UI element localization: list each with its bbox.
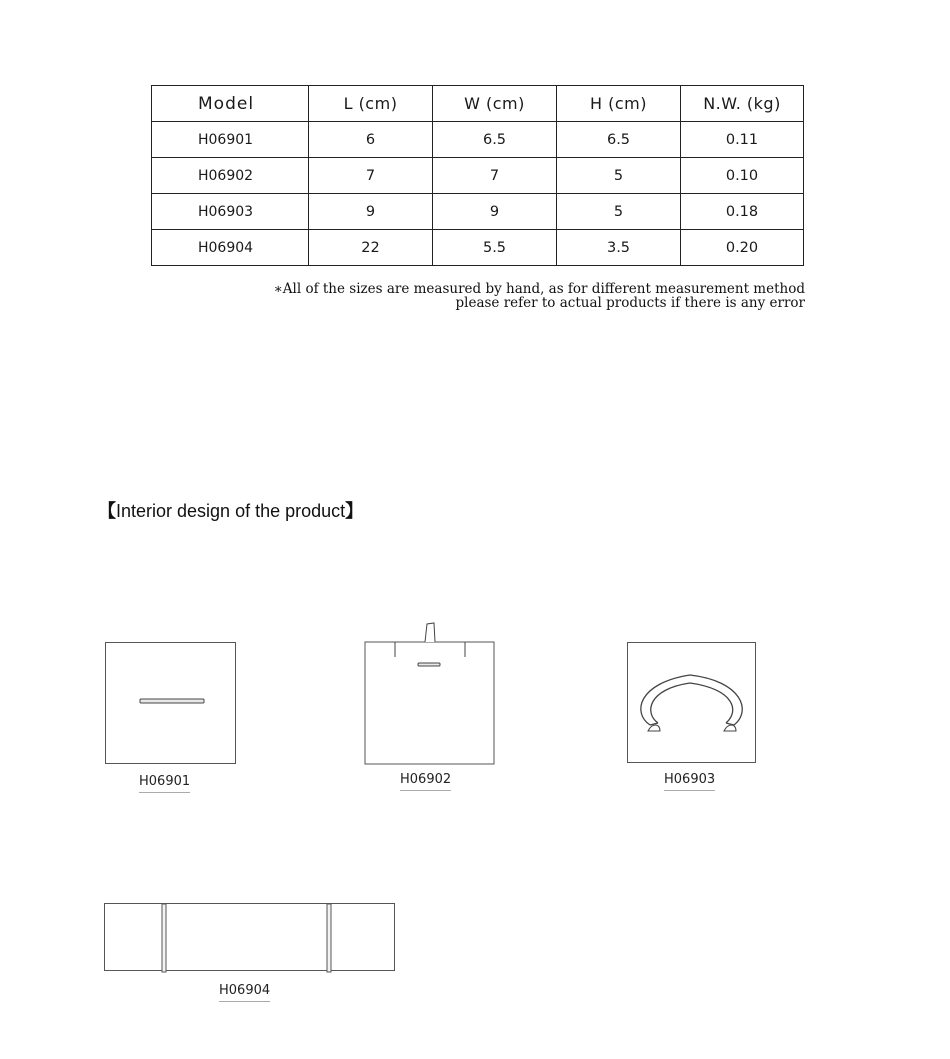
product-h06903-label: H06903	[664, 772, 715, 791]
ring-slot-icon	[106, 643, 237, 765]
cell-net-weight: 0.11	[681, 122, 804, 158]
header-model: Model	[152, 86, 309, 122]
cell-model: H06902	[152, 158, 309, 194]
product-h06902-drawing	[360, 620, 500, 765]
cell-model: H06901	[152, 122, 309, 158]
section-title-text: Interior design of the product	[116, 501, 346, 521]
table-row	[152, 158, 804, 194]
cell-width: 5.5	[433, 230, 557, 266]
cell-model: H06903	[152, 194, 309, 230]
product-h06901-label: H06901	[139, 774, 190, 793]
table-row	[152, 122, 804, 158]
header-length: L (cm)	[309, 86, 433, 122]
cell-width: 6.5	[433, 122, 557, 158]
divider-icon	[105, 904, 396, 972]
header-height: H (cm)	[557, 86, 681, 122]
cell-net-weight: 0.10	[681, 158, 804, 194]
cell-height: 5	[557, 158, 681, 194]
cell-length: 22	[309, 230, 433, 266]
cell-length: 7	[309, 158, 433, 194]
measurement-note-continued: please refer to actual products if there is any error	[455, 295, 805, 311]
cell-model: H06904	[152, 230, 309, 266]
cell-length: 6	[309, 122, 433, 158]
product-h06903-drawing	[627, 642, 756, 763]
product-h06901-drawing	[105, 642, 236, 764]
spec-table	[151, 85, 804, 266]
header-net-weight: N.W. (kg)	[681, 86, 804, 122]
cell-height: 6.5	[557, 122, 681, 158]
close-bracket: 】	[345, 501, 364, 521]
section-title	[98, 497, 363, 523]
product-h06904-label: H06904	[219, 983, 270, 1002]
cell-width: 7	[433, 158, 557, 194]
measurement-note: ∗All of the sizes are measured by hand, as for different measurement method	[273, 281, 805, 297]
cell-length: 9	[309, 194, 433, 230]
bangle-icon	[628, 643, 757, 764]
cell-height: 5	[557, 194, 681, 230]
product-h06902-label: H06902	[400, 772, 451, 791]
product-h06904-drawing	[104, 903, 395, 971]
cell-height: 3.5	[557, 230, 681, 266]
table-row	[152, 194, 804, 230]
cell-width: 9	[433, 194, 557, 230]
open-bracket: 【	[98, 501, 116, 521]
table-row	[152, 230, 804, 266]
cell-net-weight: 0.20	[681, 230, 804, 266]
table-header-row	[152, 86, 804, 122]
header-width: W (cm)	[433, 86, 557, 122]
cell-net-weight: 0.18	[681, 194, 804, 230]
